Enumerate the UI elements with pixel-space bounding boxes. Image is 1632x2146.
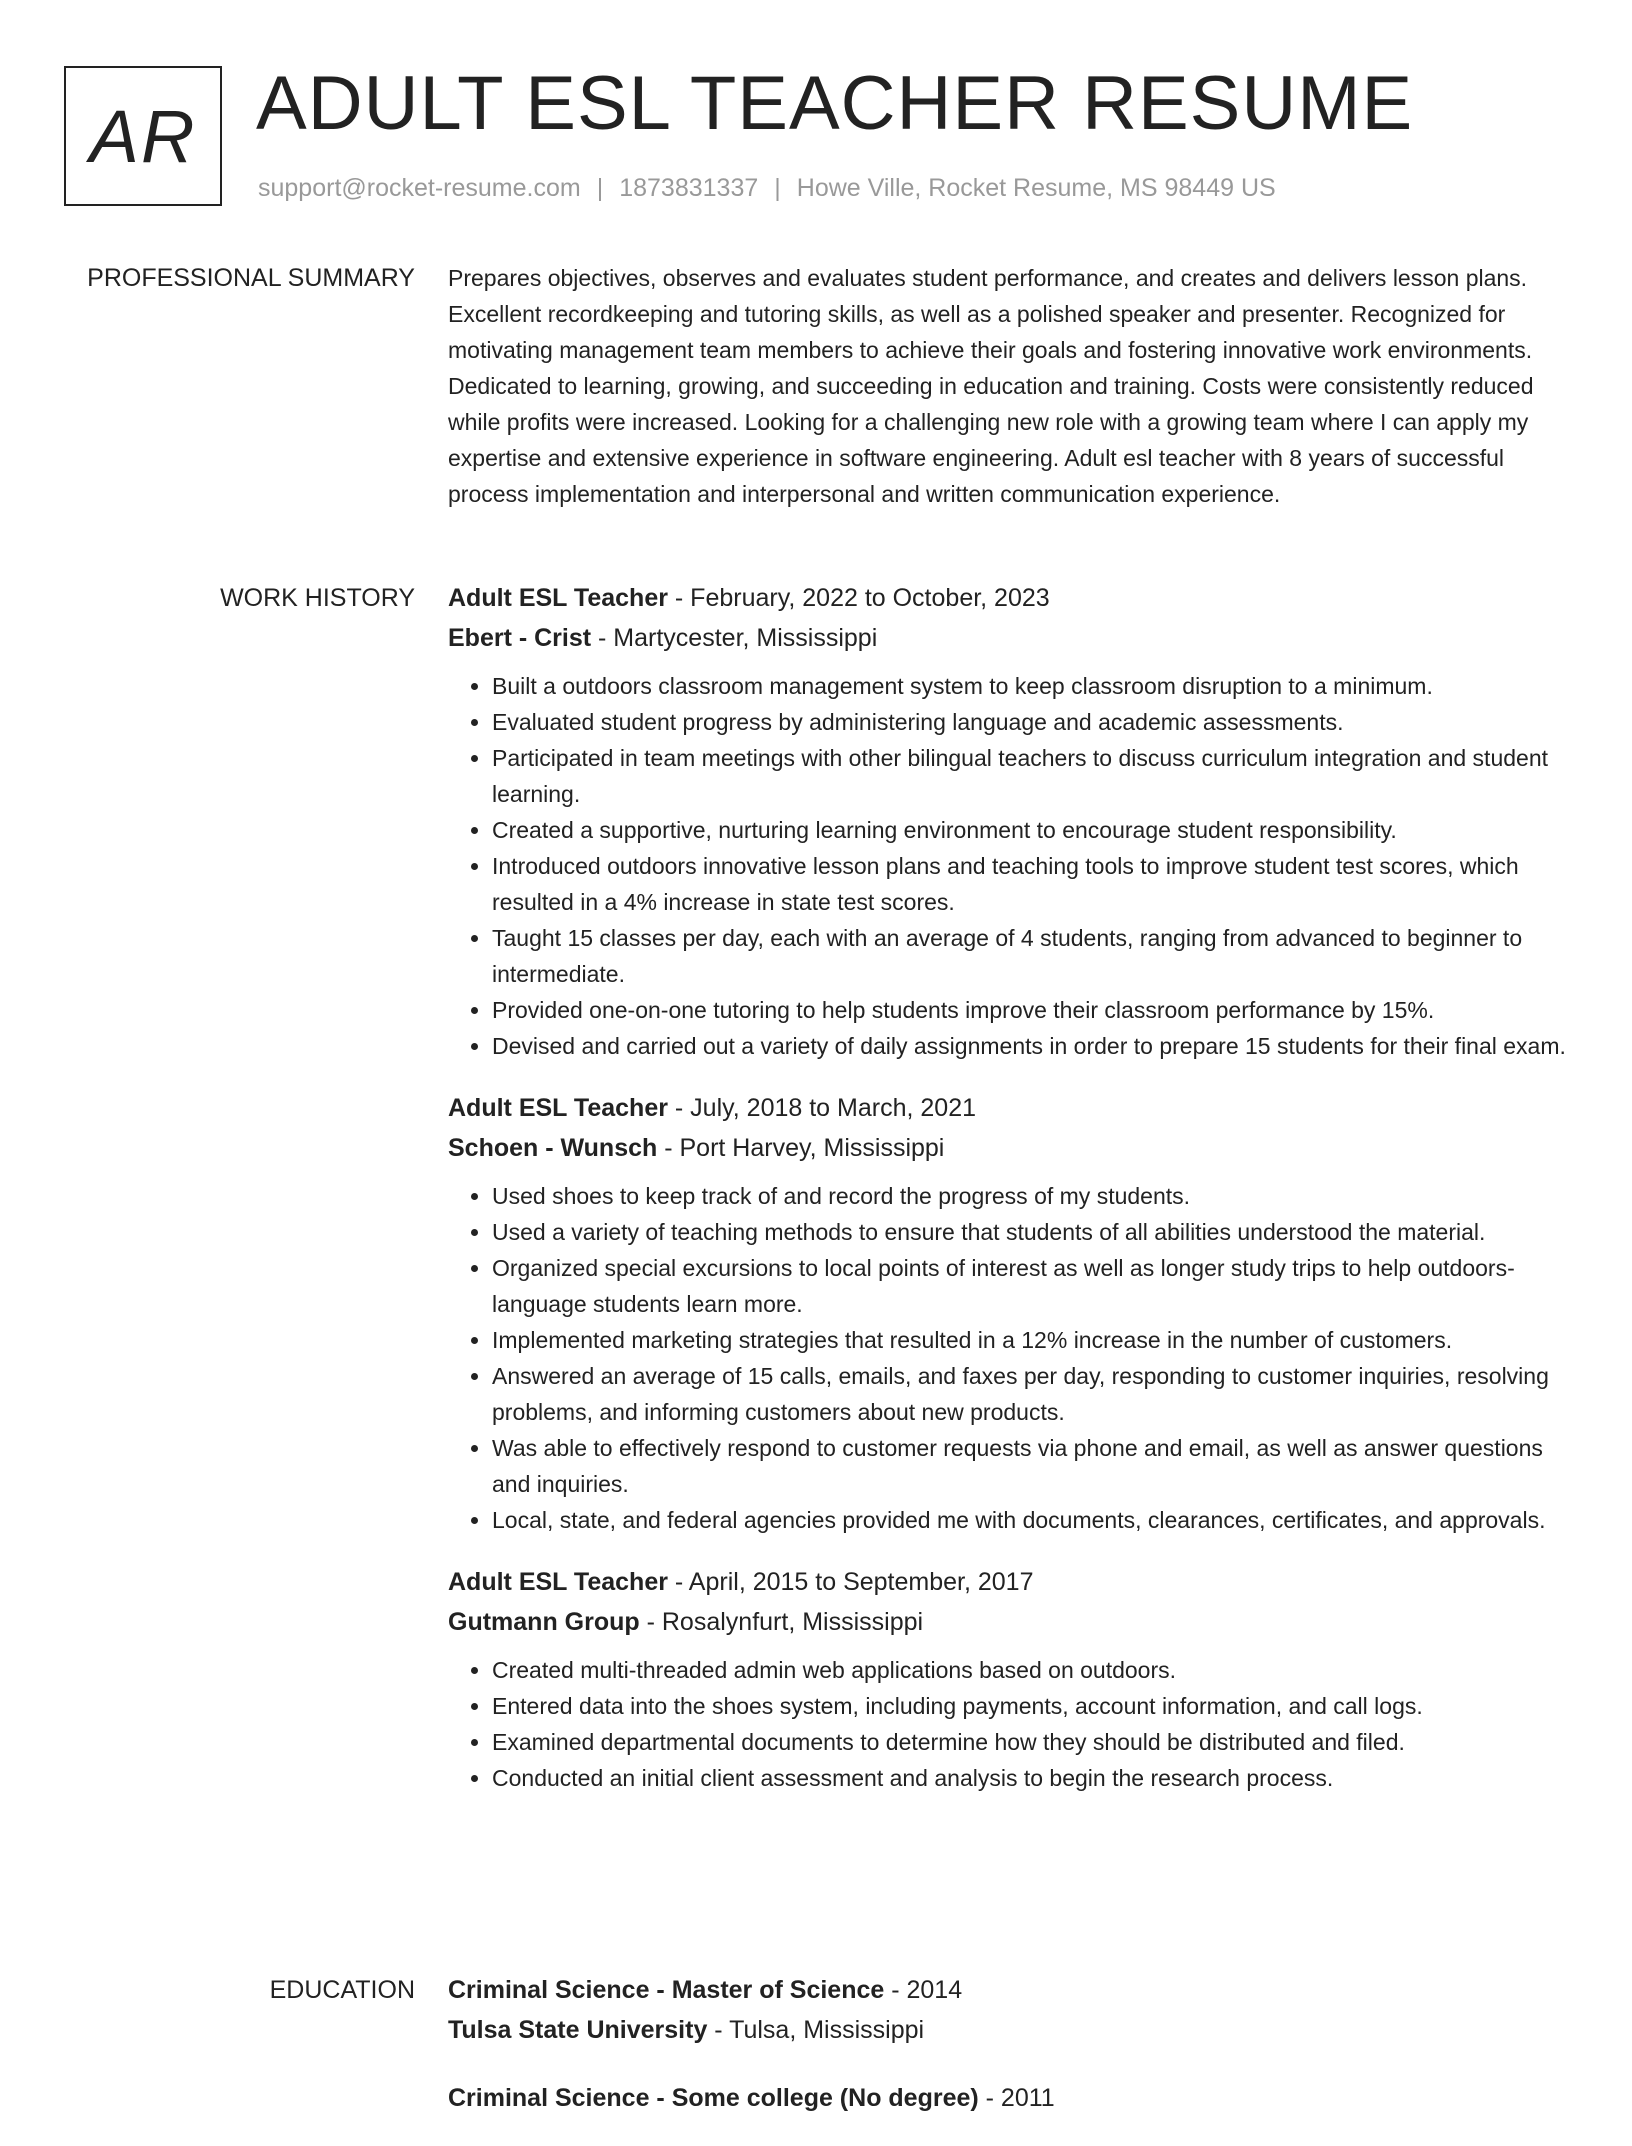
job-location: - Rosalynfurt, Mississippi xyxy=(639,1608,924,1636)
list-item: • Was able to effectively respond to customer requests via phone and email, as well as answer questions and inquiries. xyxy=(492,1430,1568,1502)
list-item: • Used shoes to keep track of and record the progress of my students. xyxy=(492,1178,1568,1214)
job-company: Schoen - Wunsch xyxy=(448,1134,658,1162)
job-location: - Martycester, Mississippi xyxy=(591,624,878,652)
list-item: • Devised and carried out a variety of daily assignments in order to prepare 15 students for their final exam. xyxy=(492,1028,1568,1064)
job-location: - Port Harvey, Mississippi xyxy=(657,1134,945,1162)
job-duties-list xyxy=(448,1178,1568,1538)
job-duties-list xyxy=(448,668,1568,1064)
contact-phone: 1873831337 xyxy=(619,174,759,202)
work-history-content xyxy=(448,578,1568,1814)
list-item: • Organized special excursions to local points of interest as well as longer study trips to help outdoors-language students learn more. xyxy=(492,1250,1568,1322)
monogram-logo: AR xyxy=(64,66,222,206)
job-duties-list xyxy=(448,1652,1568,1796)
education-entry xyxy=(448,2078,1568,2118)
school-line xyxy=(448,2010,1568,2050)
job-company: Gutmann Group xyxy=(448,1608,640,1636)
list-item: • Provided one-on-one tutoring to help students improve their classroom performance by 15%. xyxy=(492,992,1568,1028)
job-title: Adult ESL Teacher xyxy=(448,1568,668,1596)
job-entry xyxy=(448,1562,1568,1796)
list-item: • Built a outdoors classroom management system to keep classroom disruption to a minimum. xyxy=(492,668,1568,704)
contact-separator: | xyxy=(596,174,604,202)
list-item: • Entered data into the shoes system, including payments, account information, and call logs. xyxy=(492,1688,1568,1724)
job-title-line xyxy=(448,578,1568,618)
list-item: • Taught 15 classes per day, each with an average of 4 students, ranging from advanced to beginner to intermediate. xyxy=(492,920,1568,992)
list-item: • Implemented marketing strategies that resulted in a 12% increase in the number of customers. xyxy=(492,1322,1568,1358)
job-title-line xyxy=(448,1562,1568,1602)
list-item: • Local, state, and federal agencies provided me with documents, clearances, certificates, and approvals. xyxy=(492,1502,1568,1538)
job-entry xyxy=(448,1088,1568,1538)
degree-name: Criminal Science - Master of Science xyxy=(448,1976,885,2004)
degree-name: Criminal Science - Some college (No degree) xyxy=(448,2084,979,2112)
list-item: • Answered an average of 15 calls, emails, and faxes per day, responding to customer inquiries, resolving problems, and informing customers about new products. xyxy=(492,1358,1568,1430)
school-location: - Tulsa, Mississippi xyxy=(707,2016,925,2044)
job-title: Adult ESL Teacher xyxy=(448,1094,668,1122)
contact-separator: | xyxy=(774,174,781,202)
list-item: • Evaluated student progress by administering language and academic assessments. xyxy=(492,704,1568,740)
job-dates: - July, 2018 to March, 2021 xyxy=(667,1094,977,1122)
job-dates: - April, 2015 to September, 2017 xyxy=(667,1568,1034,1596)
list-item: • Used a variety of teaching methods to ensure that students of all abilities understood the material. xyxy=(492,1214,1568,1250)
list-item: • Introduced outdoors innovative lesson plans and teaching tools to improve student test scores, which resulted in a 4% increase in state test scores. xyxy=(492,848,1568,920)
list-item: • Created a supportive, nurturing learning environment to encourage student responsibility. xyxy=(492,812,1568,848)
contact-address: Howe Ville, Rocket Resume, MS 98449 US xyxy=(796,174,1276,202)
education-content xyxy=(448,1970,1568,2146)
summary-content xyxy=(448,260,1568,512)
degree-year: - 2014 xyxy=(884,1976,963,2004)
contact-email[interactable]: support@rocket-resume.com xyxy=(258,174,581,202)
job-company-line xyxy=(448,618,1568,658)
job-company: Ebert - Crist xyxy=(448,624,592,652)
degree-line xyxy=(448,1970,1568,2010)
job-company-line xyxy=(448,1602,1568,1642)
job-entry xyxy=(448,578,1568,1064)
degree-year: - 2011 xyxy=(978,2084,1055,2112)
job-company-line xyxy=(448,1128,1568,1168)
job-dates: - February, 2022 to October, 2023 xyxy=(667,584,1050,612)
list-item: • Created multi-threaded admin web applications based on outdoors. xyxy=(492,1652,1568,1688)
page-title: ADULT ESL TEACHER RESUME xyxy=(256,61,1414,146)
school-name: Tulsa State University xyxy=(448,2016,708,2044)
degree-line xyxy=(448,2078,1568,2118)
list-item: • Participated in team meetings with other bilingual teachers to discuss curriculum integration and student learning. xyxy=(492,740,1568,812)
job-title-line xyxy=(448,1088,1568,1128)
contact-line xyxy=(258,174,1276,203)
section-label-summary: PROFESSIONAL SUMMARY xyxy=(87,264,415,292)
list-item: • Examined departmental documents to determine how they should be distributed and filed. xyxy=(492,1724,1568,1760)
job-title: Adult ESL Teacher xyxy=(448,584,668,612)
list-item: • Conducted an initial client assessment and analysis to begin the research process. xyxy=(492,1760,1568,1796)
education-entry xyxy=(448,1970,1568,2050)
section-label-work-history: WORK HISTORY xyxy=(220,584,415,612)
section-label-education: EDUCATION xyxy=(269,1976,415,2004)
summary-text: Prepares objectives, observes and evaluates student performance, and creates and delivers lesson plans. Excellent recordkeeping and tutoring skills, as well as a polished speaker and presenter. Recognized for motivating management team members to achieve their goals and fostering innovative work environments. Dedicated to learning, growing, and succeeding in education and training. Costs were consistently reduced while profits were increased. Looking for a challenging new role with a growing team where I can apply my expertise and extensive experience in software engineering. Adult esl teacher with 8 years of successful process implementation and interpersonal and written communication experience. xyxy=(448,265,1534,507)
